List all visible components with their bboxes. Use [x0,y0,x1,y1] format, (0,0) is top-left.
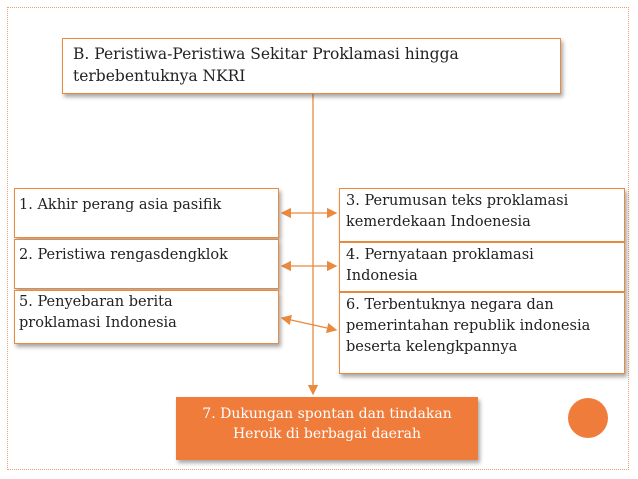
decorative-circle [568,398,608,438]
event-3-text: 3. Perumusan teks proklamasi kemerdekaan Indoenesia [346,193,569,230]
event-box-1 [14,188,279,238]
event-box-7 [176,397,478,460]
event-1-text: 1. Akhir perang asia pasifik [19,197,222,213]
event-box-4 [339,242,625,292]
event-4-text: 4. Pernyataan proklamasi Indonesia [346,247,534,284]
event-box-5 [14,290,279,344]
event-box-6 [339,292,625,374]
event-box-2 [14,239,279,289]
title-text: B. Peristiwa-Peristiwa Sekitar Proklamasi hingga terbebentuknya NKRI [73,45,459,85]
event-7-text: 7. Dukungan spontan dan tindakan Heroik di berbagai daerah [202,406,452,442]
event-5-text: 5. Penyebaran berita proklamasi Indonesia [19,294,177,331]
connector-5-6 [282,318,336,330]
event-6-text: 6. Terbentuknya negara dan pemerintahan republik indonesia beserta kelengkpannya [346,297,591,355]
event-2-text: 2. Peristiwa rengasdengklok [19,247,228,263]
title-box [62,38,561,94]
event-box-3 [339,188,625,242]
